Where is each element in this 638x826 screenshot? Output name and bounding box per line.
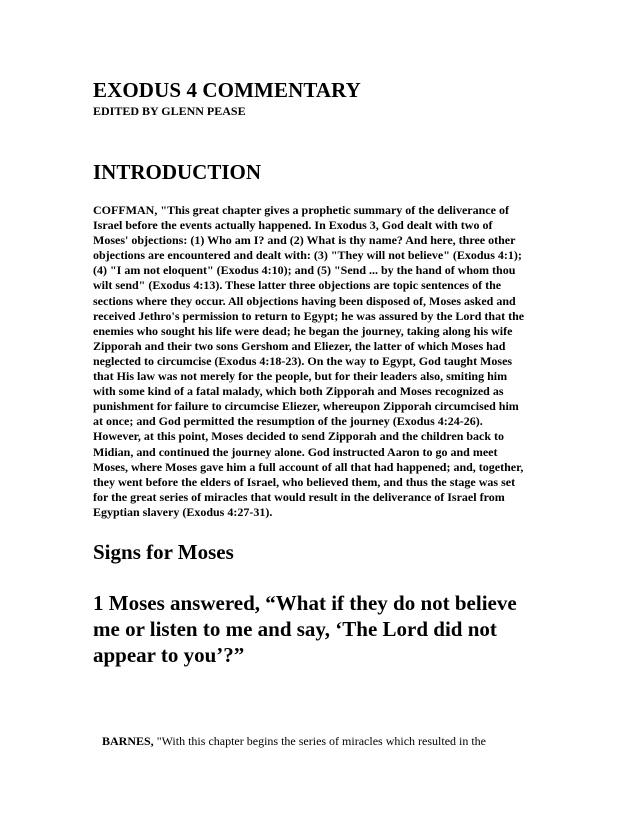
barnes-text: "With this chapter begins the series of miracles which resulted in the (153, 734, 487, 748)
verse-line: appear to you’?” (93, 643, 245, 667)
introduction-line: Moses, where Moses gave him a full account of all that had happened; and, together, (93, 459, 524, 474)
document-title: EXODUS 4 COMMENTARY (93, 78, 361, 102)
verse-line: 1 Moses answered, “What if they do not believe (93, 591, 517, 615)
introduction-line: objections are encountered and dealt with: (3) "They will not believe" (Exodus 4:1); (93, 248, 522, 263)
introduction-paragraph (93, 203, 553, 520)
introduction-line: neglected to circumcise (Exodus 4:18-23). On the way to Egypt, God taught Moses (93, 353, 513, 368)
introduction-line: Moses' objections: (1) Who am I? and (2) What is thy name? And here, three other (93, 233, 516, 248)
introduction-line: Midian, and continued the journey alone. God instructed Aaron to go and meet (93, 444, 498, 459)
section-heading: Signs for Moses (93, 540, 234, 564)
introduction-heading: INTRODUCTION (93, 160, 262, 184)
introduction-line: COFFMAN, "This great chapter gives a prophetic summary of the deliverance of (93, 203, 509, 217)
introduction-line: However, at this point, Moses decided to send Zipporah and the children back to (93, 429, 505, 444)
verse-text (93, 590, 517, 668)
introduction-line: Egyptian slavery (Exodus 4:27-31). (93, 504, 273, 519)
barnes-commentary (102, 734, 486, 749)
introduction-line: wilt send" (Exodus 4:13). These latter three objections are topic sentences of the (93, 278, 502, 293)
introduction-line: for the great series of miracles that would result in the deliverance of Israel from (93, 489, 505, 504)
introduction-line: at once; and God permitted the resumption of the journey (Exodus 4:24-26). (93, 414, 483, 429)
introduction-line: Zipporah and their two sons Gershom and Eliezer, the latter of which Moses had (93, 338, 506, 353)
introduction-line: with some kind of a fatal malady, which both Zipporah and Moses recognized as (93, 384, 504, 399)
introduction-line: that His law was not merely for the people, but for their leaders also, smiting him (93, 369, 508, 384)
introduction-line: punishment for failure to circumcise Eliezer, whereupon Zipporah circumcised him (93, 399, 519, 414)
introduction-line: received Jethro's permission to return to Egypt; he was assured by the Lord that the (93, 308, 525, 323)
introduction-line: (4) "I am not eloquent" (Exodus 4:10); and (5) "Send ... by the hand of whom thou (93, 263, 516, 278)
introduction-line: they went before the elders of Israel, who believed them, and thus the stage was set (93, 474, 516, 489)
introduction-line: Israel before the events actually happened. In Exodus 3, God dealt with two of (93, 218, 493, 233)
introduction-line: enemies who sought his life were dead; he began the journey, taking along his wife (93, 323, 513, 338)
barnes-label: BARNES, (102, 734, 154, 748)
verse-line: me or listen to me and say, ‘The Lord did not (93, 617, 497, 641)
introduction-line: sections where they occur. All objections having been disposed of, Moses asked and (93, 293, 516, 308)
document-subtitle: EDITED BY GLENN PEASE (93, 104, 246, 118)
